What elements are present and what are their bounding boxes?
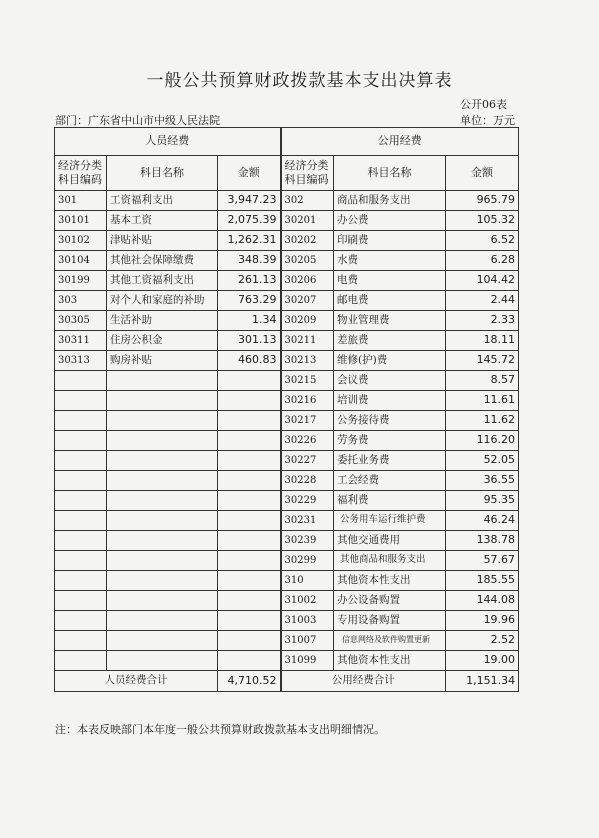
public-code-cell: 30207 <box>281 291 334 311</box>
personnel-name-cell <box>107 651 218 671</box>
public-name-cell: 劳务费 <box>334 431 446 451</box>
public-amount-cell: 36.55 <box>446 471 519 491</box>
public-code-cell: 30216 <box>281 391 334 411</box>
public-name-cell: 办公费 <box>334 211 446 231</box>
personnel-code-cell <box>55 631 107 651</box>
personnel-code-cell: 30104 <box>55 251 107 271</box>
public-amount-cell: 965.79 <box>446 191 519 211</box>
personnel-code-cell <box>55 591 107 611</box>
public-amount-cell: 6.28 <box>446 251 519 271</box>
public-total-label: 公用经费合计 <box>281 671 446 692</box>
table-row <box>55 331 519 351</box>
personnel-name-cell <box>107 391 218 411</box>
public-amount-cell: 19.96 <box>446 611 519 631</box>
personnel-code-cell: 30101 <box>55 211 107 231</box>
personnel-amount-cell: 261.13 <box>218 271 281 291</box>
public-code-cell: 30231 <box>281 511 334 531</box>
public-name-cell: 商品和服务支出 <box>334 191 446 211</box>
personnel-name-cell <box>107 631 218 651</box>
personnel-code-cell <box>55 611 107 631</box>
public-amount-cell: 95.35 <box>446 491 519 511</box>
personnel-name-cell: 工资福利支出 <box>107 191 218 211</box>
public-name-cell: 维修(护)费 <box>334 351 446 371</box>
public-code-cell: 30201 <box>281 211 334 231</box>
public-name-header: 科目名称 <box>334 156 446 191</box>
public-name-cell: 福利费 <box>334 491 446 511</box>
public-code-cell: 30206 <box>281 271 334 291</box>
personnel-amount-cell <box>218 511 281 531</box>
public-name-cell: 公务接待费 <box>334 411 446 431</box>
personnel-amount-cell <box>218 591 281 611</box>
table-row <box>55 371 519 391</box>
personnel-amount-cell <box>218 471 281 491</box>
personnel-amount-cell: 3,947.23 <box>218 191 281 211</box>
public-name-cell: 物业管理费 <box>334 311 446 331</box>
public-code-cell: 31007 <box>281 631 334 651</box>
totals-row <box>55 671 519 692</box>
public-code-cell: 30227 <box>281 451 334 471</box>
personnel-code-cell: 30311 <box>55 331 107 351</box>
public-amount-cell: 2.52 <box>446 631 519 651</box>
personnel-amount-cell <box>218 571 281 591</box>
table-row <box>55 651 519 671</box>
personnel-name-cell: 生活补助 <box>107 311 218 331</box>
personnel-name-cell <box>107 531 218 551</box>
personnel-amount-header: 金额 <box>218 156 281 191</box>
public-amount-cell: 8.57 <box>446 371 519 391</box>
personnel-code-cell <box>55 651 107 671</box>
personnel-code-cell <box>55 511 107 531</box>
public-name-cell: 专用设备购置 <box>334 611 446 631</box>
table-row <box>55 211 519 231</box>
department-label: 部门：广东省中山市中级人民法院 <box>55 114 220 127</box>
public-code-cell: 30211 <box>281 331 334 351</box>
personnel-section-header: 人员经费 <box>55 128 281 156</box>
personnel-amount-cell <box>218 631 281 651</box>
personnel-code-cell <box>55 531 107 551</box>
public-amount-cell: 11.62 <box>446 411 519 431</box>
public-name-cell: 工会经费 <box>334 471 446 491</box>
table-row <box>55 391 519 411</box>
personnel-code-cell <box>55 371 107 391</box>
public-amount-cell: 144.08 <box>446 591 519 611</box>
public-code-cell: 30202 <box>281 231 334 251</box>
public-amount-header: 金额 <box>446 156 519 191</box>
public-amount-cell: 2.33 <box>446 311 519 331</box>
personnel-name-cell <box>107 571 218 591</box>
personnel-name-cell <box>107 591 218 611</box>
public-amount-cell: 57.67 <box>446 551 519 571</box>
personnel-code-cell <box>55 551 107 571</box>
personnel-amount-cell <box>218 451 281 471</box>
public-code-cell: 310 <box>281 571 334 591</box>
personnel-code-cell <box>55 391 107 411</box>
public-code-cell: 30228 <box>281 471 334 491</box>
table-row <box>55 191 519 211</box>
table-row <box>55 611 519 631</box>
personnel-amount-cell <box>218 531 281 551</box>
table-row <box>55 571 519 591</box>
public-amount-cell: 105.32 <box>446 211 519 231</box>
personnel-name-cell: 购房补贴 <box>107 351 218 371</box>
personnel-code-cell: 30102 <box>55 231 107 251</box>
public-name-cell: 信息网络及软件购置更新 <box>334 631 446 651</box>
personnel-code-cell: 30313 <box>55 351 107 371</box>
public-name-cell: 其他资本性支出 <box>334 651 446 671</box>
expenditure-table <box>54 127 519 692</box>
personnel-name-cell: 其他社会保障缴费 <box>107 251 218 271</box>
personnel-name-cell: 津贴补贴 <box>107 231 218 251</box>
personnel-code-cell: 303 <box>55 291 107 311</box>
public-code-cell: 30226 <box>281 431 334 451</box>
public-code-cell: 31003 <box>281 611 334 631</box>
personnel-name-header: 科目名称 <box>107 156 218 191</box>
personnel-name-cell <box>107 511 218 531</box>
public-code-header: 经济分类科目编码 <box>281 156 334 191</box>
public-amount-cell: 19.00 <box>446 651 519 671</box>
footnote: 注：本表反映部门本年度一般公共预算财政拨款基本支出明细情况。 <box>55 723 385 736</box>
personnel-amount-cell <box>218 391 281 411</box>
personnel-code-cell: 301 <box>55 191 107 211</box>
public-amount-cell: 52.05 <box>446 451 519 471</box>
personnel-amount-cell <box>218 411 281 431</box>
public-code-cell: 31002 <box>281 591 334 611</box>
personnel-code-cell <box>55 571 107 591</box>
personnel-amount-cell <box>218 371 281 391</box>
personnel-code-cell: 30199 <box>55 271 107 291</box>
public-code-cell: 30215 <box>281 371 334 391</box>
public-code-cell: 31099 <box>281 651 334 671</box>
table-row <box>55 451 519 471</box>
column-header-row <box>55 156 519 191</box>
personnel-amount-cell: 1,262.31 <box>218 231 281 251</box>
public-amount-cell: 138.78 <box>446 531 519 551</box>
public-amount-cell: 2.44 <box>446 291 519 311</box>
personnel-code-cell <box>55 431 107 451</box>
table-row <box>55 511 519 531</box>
public-code-cell: 30205 <box>281 251 334 271</box>
personnel-name-cell <box>107 551 218 571</box>
table-row <box>55 291 519 311</box>
unit-label: 单位：万元 <box>460 114 515 127</box>
table-row <box>55 431 519 451</box>
public-name-cell: 水费 <box>334 251 446 271</box>
table-row <box>55 271 519 291</box>
personnel-code-cell: 30305 <box>55 311 107 331</box>
public-code-cell: 30299 <box>281 551 334 571</box>
personnel-name-cell: 其他工资福利支出 <box>107 271 218 291</box>
table-row <box>55 351 519 371</box>
public-name-cell: 办公设备购置 <box>334 591 446 611</box>
public-amount-cell: 185.55 <box>446 571 519 591</box>
personnel-amount-cell <box>218 431 281 451</box>
personnel-amount-cell <box>218 491 281 511</box>
public-code-cell: 30229 <box>281 491 334 511</box>
form-number: 公开06表 <box>460 98 507 111</box>
personnel-total-amount: 4,710.52 <box>218 671 281 692</box>
table-row <box>55 631 519 651</box>
public-amount-cell: 46.24 <box>446 511 519 531</box>
personnel-amount-cell <box>218 611 281 631</box>
public-amount-cell: 6.52 <box>446 231 519 251</box>
table-row <box>55 491 519 511</box>
public-code-cell: 30209 <box>281 311 334 331</box>
public-code-cell: 302 <box>281 191 334 211</box>
public-name-cell: 电费 <box>334 271 446 291</box>
public-name-cell: 印刷费 <box>334 231 446 251</box>
personnel-name-cell <box>107 371 218 391</box>
public-name-cell: 公务用车运行维护费 <box>334 511 446 531</box>
personnel-code-cell <box>55 471 107 491</box>
public-name-cell: 委托业务费 <box>334 451 446 471</box>
public-amount-cell: 145.72 <box>446 351 519 371</box>
personnel-code-cell <box>55 451 107 471</box>
public-section-header: 公用经费 <box>281 128 519 156</box>
personnel-name-cell: 基本工资 <box>107 211 218 231</box>
table-row <box>55 471 519 491</box>
public-code-cell: 30239 <box>281 531 334 551</box>
table-row <box>55 591 519 611</box>
table-row <box>55 551 519 571</box>
public-amount-cell: 116.20 <box>446 431 519 451</box>
table-row <box>55 231 519 251</box>
public-name-cell: 差旅费 <box>334 331 446 351</box>
public-name-cell: 其他资本性支出 <box>334 571 446 591</box>
personnel-code-cell <box>55 491 107 511</box>
personnel-name-cell <box>107 491 218 511</box>
personnel-name-cell <box>107 451 218 471</box>
public-name-cell: 邮电费 <box>334 291 446 311</box>
personnel-code-header: 经济分类科目编码 <box>55 156 107 191</box>
public-name-cell: 培训费 <box>334 391 446 411</box>
public-amount-cell: 11.61 <box>446 391 519 411</box>
personnel-amount-cell: 2,075.39 <box>218 211 281 231</box>
public-amount-cell: 18.11 <box>446 331 519 351</box>
personnel-amount-cell: 460.83 <box>218 351 281 371</box>
personnel-name-cell: 住房公积金 <box>107 331 218 351</box>
personnel-code-cell <box>55 411 107 431</box>
section-header-row <box>55 128 519 156</box>
public-code-cell: 30213 <box>281 351 334 371</box>
personnel-name-cell <box>107 411 218 431</box>
personnel-amount-cell <box>218 651 281 671</box>
personnel-name-cell <box>107 431 218 451</box>
public-name-cell: 会议费 <box>334 371 446 391</box>
document-title: 一般公共预算财政拨款基本支出决算表 <box>146 71 453 91</box>
personnel-name-cell <box>107 471 218 491</box>
personnel-name-cell: 对个人和家庭的补助 <box>107 291 218 311</box>
personnel-total-label: 人员经费合计 <box>55 671 218 692</box>
personnel-amount-cell: 348.39 <box>218 251 281 271</box>
table-row <box>55 311 519 331</box>
table-row <box>55 531 519 551</box>
personnel-name-cell <box>107 611 218 631</box>
table-row <box>55 411 519 431</box>
personnel-amount-cell: 1.34 <box>218 311 281 331</box>
public-name-cell: 其他交通费用 <box>334 531 446 551</box>
public-total-amount: 1,151.34 <box>446 671 519 692</box>
personnel-amount-cell <box>218 551 281 571</box>
public-amount-cell: 104.42 <box>446 271 519 291</box>
public-code-cell: 30217 <box>281 411 334 431</box>
table-row <box>55 251 519 271</box>
personnel-amount-cell: 763.29 <box>218 291 281 311</box>
public-name-cell: 其他商品和服务支出 <box>334 551 446 571</box>
personnel-amount-cell: 301.13 <box>218 331 281 351</box>
